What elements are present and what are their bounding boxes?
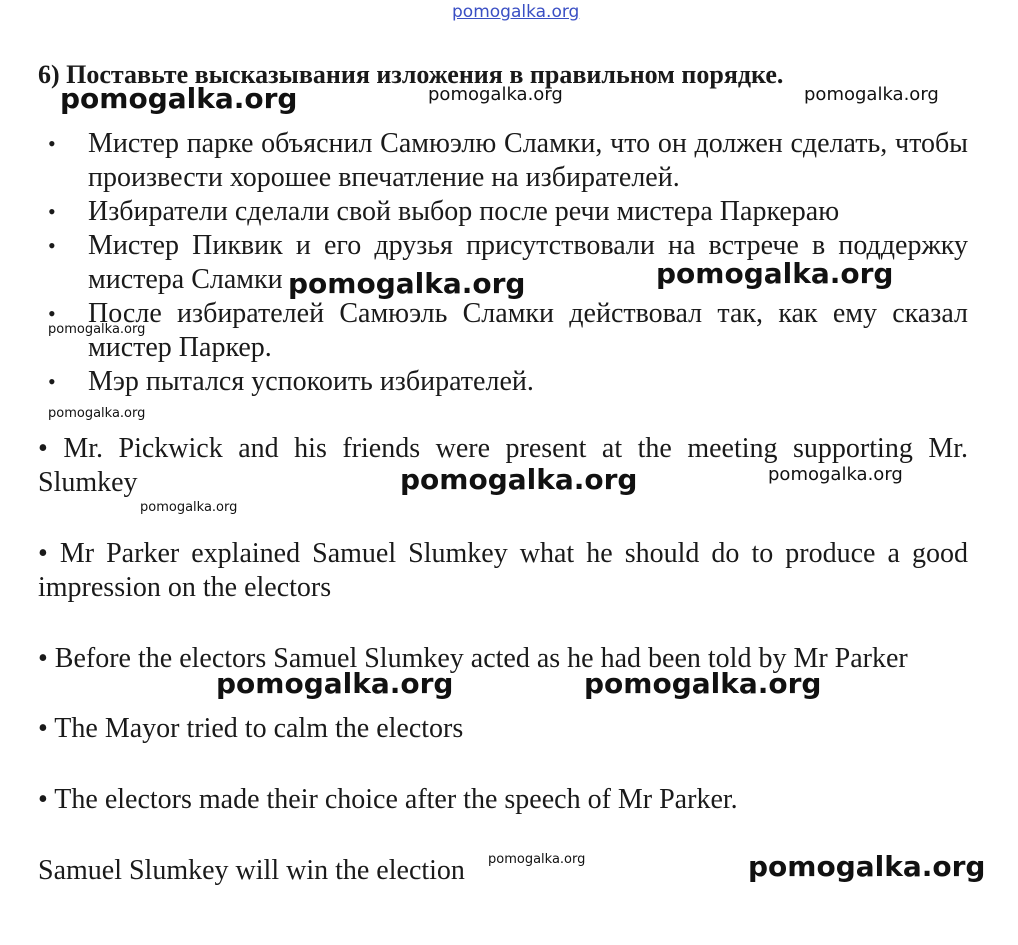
english-statement-4: • The Mayor tried to calm the electors xyxy=(38,713,464,744)
bullet-marker: • xyxy=(48,199,56,224)
watermark-top-link[interactable]: pomogalka.org xyxy=(452,2,580,22)
bullet-marker: • xyxy=(48,369,56,394)
list-item: • Мэр пытался успокоить избирателей. xyxy=(48,366,534,397)
watermark: pomogalka.org xyxy=(804,84,939,105)
watermark: pomogalka.org xyxy=(428,84,563,105)
english-statement-1: • Mr. Pickwick and his friends were present at the meeting supporting Mr. Slumkey xyxy=(38,433,968,498)
watermark: pomogalka.org xyxy=(48,322,146,337)
list-item: • После избирателей Самюэль Сламки действовал так, как ему сказал мистер Паркер. xyxy=(48,298,968,363)
bullet-marker: • xyxy=(48,233,56,258)
bullet-marker: • xyxy=(48,301,56,326)
english-statement-3: • Before the electors Samuel Slumkey acted as he had been told by Mr Parker xyxy=(38,643,908,674)
list-item: • Мистер парке объяснил Самюэлю Сламки, что он должен сделать, чтобы произвести хорошее впечатление на избирателей. xyxy=(48,128,968,193)
watermark: pomogalka.org xyxy=(140,500,238,515)
watermark: pomogalka.org xyxy=(400,463,638,496)
watermark: pomogalka.org xyxy=(48,406,146,421)
task-title: 6) Поставьте высказывания изложения в правильном порядке. xyxy=(38,60,784,89)
watermark: pomogalka.org xyxy=(584,667,822,700)
conclusion-text: Samuel Slumkey will win the election xyxy=(38,855,465,886)
list-item: • Избиратели сделали свой выбор после речи мистера Паркераю xyxy=(48,196,840,227)
bullet-marker: • xyxy=(48,131,56,156)
list-item: • Мистер Пиквик и его друзья присутствовали на встрече в поддержку мистера Сламки xyxy=(48,230,968,295)
watermark: pomogalka.org xyxy=(288,267,526,300)
english-statement-5: • The electors made their choice after the speech of Mr Parker. xyxy=(38,784,738,815)
watermark: pomogalka.org xyxy=(768,464,903,485)
watermark: pomogalka.org xyxy=(60,82,298,115)
watermark: pomogalka.org xyxy=(656,257,894,290)
watermark: pomogalka.org xyxy=(488,852,586,867)
english-statement-2: • Mr Parker explained Samuel Slumkey what he should do to produce a good impression on the electors xyxy=(38,538,968,603)
watermark: pomogalka.org xyxy=(216,667,454,700)
watermark: pomogalka.org xyxy=(748,850,986,883)
